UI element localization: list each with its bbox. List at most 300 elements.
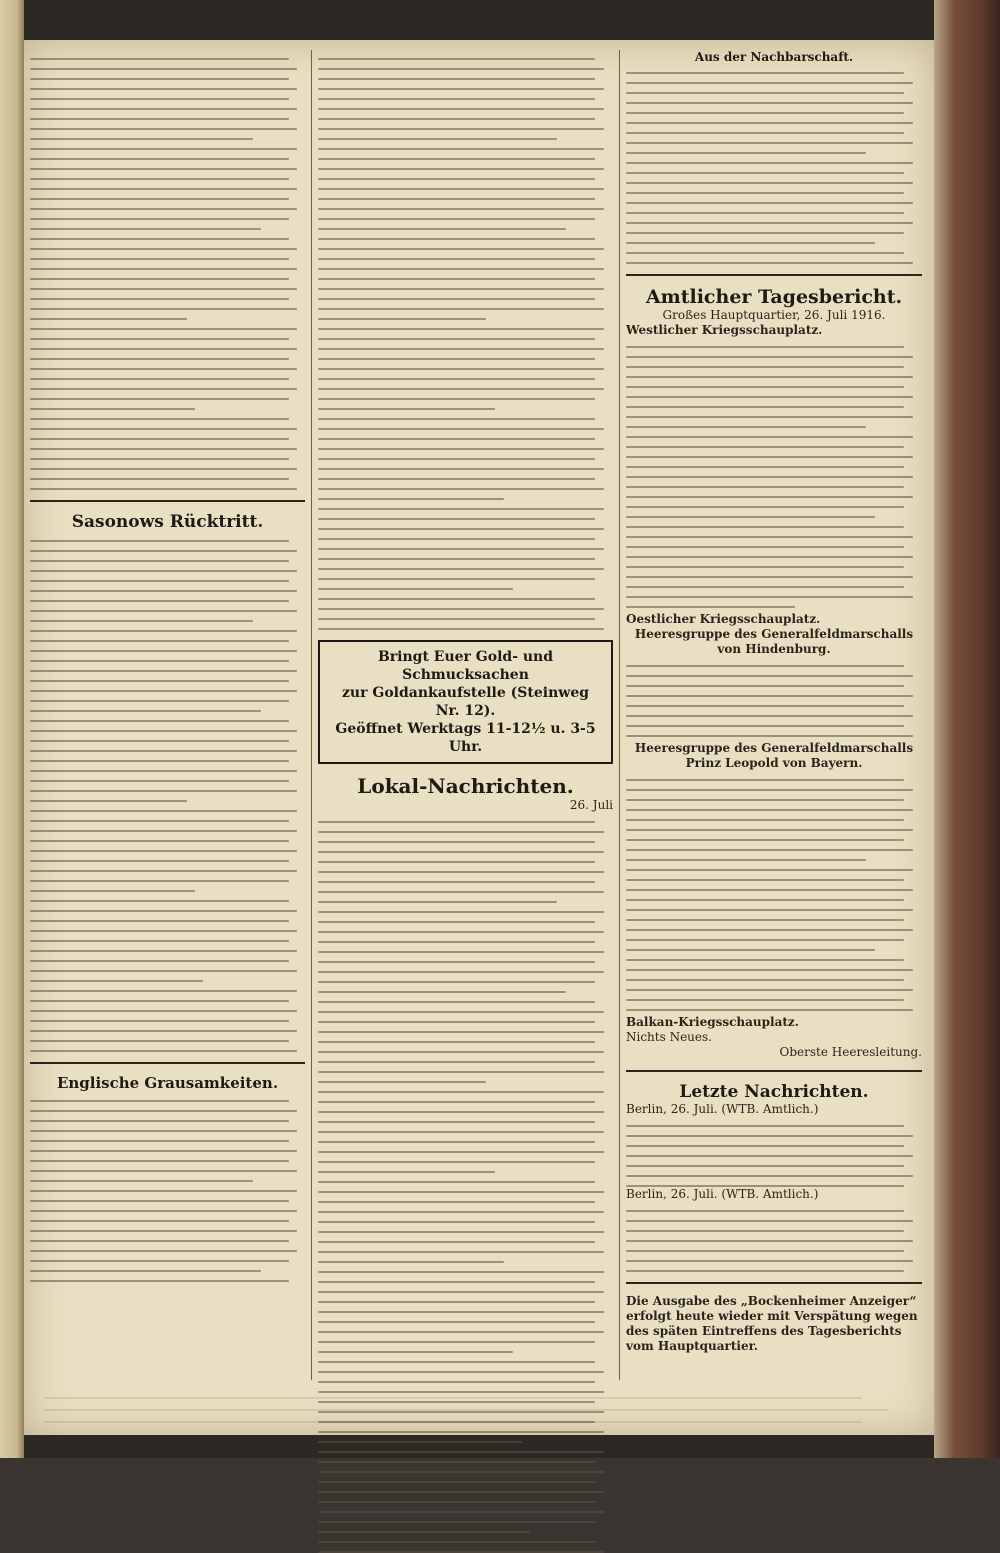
text-line bbox=[30, 1050, 297, 1052]
text-line bbox=[318, 1091, 604, 1093]
text-line bbox=[318, 1341, 595, 1343]
text-line bbox=[318, 1291, 604, 1293]
text-line bbox=[318, 208, 604, 210]
text-line bbox=[318, 588, 513, 590]
text-line bbox=[318, 1111, 604, 1113]
text-line bbox=[318, 88, 604, 90]
text-line bbox=[626, 1230, 904, 1232]
text-line bbox=[318, 1491, 604, 1493]
text-line bbox=[318, 628, 604, 630]
text-line bbox=[626, 182, 913, 184]
text-line bbox=[626, 879, 904, 881]
text-line bbox=[318, 328, 604, 330]
text-line bbox=[318, 1321, 595, 1323]
text-line bbox=[318, 871, 604, 873]
text-line bbox=[626, 142, 913, 144]
text-line bbox=[30, 138, 253, 140]
text-line bbox=[318, 128, 604, 130]
text-line bbox=[318, 408, 495, 410]
text-line bbox=[626, 506, 904, 508]
text-line bbox=[30, 620, 253, 622]
neighborhood-article bbox=[626, 72, 922, 264]
leopold-army-group: Heeresgruppe des Generalfeldmarschalls Prinz Leopold von Bayern. bbox=[634, 741, 914, 770]
text-line bbox=[30, 218, 289, 220]
text-line bbox=[318, 1151, 604, 1153]
column-rule bbox=[619, 50, 620, 1380]
text-line bbox=[30, 68, 297, 70]
text-line bbox=[626, 406, 904, 408]
text-line bbox=[318, 1261, 504, 1263]
text-line bbox=[318, 971, 604, 973]
text-line bbox=[318, 1311, 604, 1313]
text-line bbox=[30, 248, 297, 250]
text-line bbox=[626, 526, 904, 528]
text-line bbox=[318, 1061, 595, 1063]
text-line bbox=[626, 889, 913, 891]
text-line bbox=[30, 108, 297, 110]
text-line bbox=[30, 680, 289, 682]
text-line bbox=[626, 969, 913, 971]
text-line bbox=[318, 528, 604, 530]
text-line bbox=[318, 608, 604, 610]
text-line bbox=[30, 358, 289, 360]
text-line bbox=[318, 318, 486, 320]
text-line bbox=[318, 1521, 595, 1523]
text-line bbox=[30, 820, 289, 822]
text-line bbox=[30, 318, 187, 320]
text-line bbox=[30, 228, 261, 230]
text-line bbox=[30, 208, 297, 210]
text-line bbox=[30, 1030, 297, 1032]
local-news-article bbox=[318, 821, 613, 1553]
text-line bbox=[318, 1041, 595, 1043]
text-line bbox=[626, 426, 866, 428]
text-line bbox=[626, 102, 913, 104]
news-briefs bbox=[30, 58, 305, 490]
text-line bbox=[30, 660, 289, 662]
text-line bbox=[626, 446, 904, 448]
text-line bbox=[30, 118, 289, 120]
text-line bbox=[318, 1201, 595, 1203]
text-line bbox=[318, 278, 595, 280]
text-line bbox=[318, 228, 566, 230]
text-line bbox=[30, 88, 297, 90]
text-line bbox=[30, 760, 289, 762]
text-line bbox=[318, 108, 604, 110]
page-binding bbox=[0, 0, 24, 1458]
text-line bbox=[30, 448, 297, 450]
text-line bbox=[318, 468, 604, 470]
text-line bbox=[30, 570, 297, 572]
leopold-report bbox=[626, 779, 922, 1011]
hindenburg-army-group: Heeresgruppe des Generalfeldmarschalls von Hindenburg. bbox=[634, 627, 914, 656]
neighborhood-heading: Aus der Nachbarschaft. bbox=[694, 50, 854, 64]
text-line bbox=[30, 810, 297, 812]
text-line bbox=[626, 809, 913, 811]
text-line bbox=[30, 338, 289, 340]
western-front-heading: Westlicher Kriegsschauplatz. bbox=[626, 323, 823, 337]
text-line bbox=[626, 232, 904, 234]
text-line bbox=[626, 456, 913, 458]
text-line bbox=[318, 58, 595, 60]
text-line bbox=[626, 859, 866, 861]
text-line bbox=[626, 396, 913, 398]
text-line bbox=[30, 880, 289, 882]
text-line bbox=[30, 58, 289, 60]
text-line bbox=[30, 298, 289, 300]
text-line bbox=[626, 466, 904, 468]
text-line bbox=[30, 700, 289, 702]
text-line bbox=[626, 869, 913, 871]
latest-news-berlin-1 bbox=[626, 1125, 922, 1187]
text-line bbox=[318, 1511, 604, 1513]
text-line bbox=[626, 909, 913, 911]
text-line bbox=[318, 578, 595, 580]
text-line bbox=[30, 940, 289, 942]
text-line bbox=[318, 1221, 595, 1223]
text-line bbox=[626, 212, 904, 214]
cruelty-article-continued bbox=[318, 58, 613, 630]
section-divider bbox=[626, 1070, 922, 1072]
text-line bbox=[626, 989, 913, 991]
text-line bbox=[318, 158, 595, 160]
text-line bbox=[30, 740, 289, 742]
text-line bbox=[30, 258, 289, 260]
text-line bbox=[30, 198, 289, 200]
text-line bbox=[30, 850, 297, 852]
text-line bbox=[30, 970, 297, 972]
text-line bbox=[30, 920, 289, 922]
text-line bbox=[318, 78, 595, 80]
text-line bbox=[626, 596, 913, 598]
text-line bbox=[318, 1331, 604, 1333]
text-line bbox=[318, 308, 604, 310]
text-line bbox=[318, 1441, 522, 1443]
text-line bbox=[626, 72, 904, 74]
supreme-command-signature: Oberste Heeresleitung. bbox=[779, 1045, 922, 1059]
text-line bbox=[30, 650, 297, 652]
text-line bbox=[30, 328, 297, 330]
text-line bbox=[626, 366, 904, 368]
text-line bbox=[318, 398, 595, 400]
text-line bbox=[318, 98, 595, 100]
text-line bbox=[318, 1011, 604, 1013]
text-line bbox=[626, 789, 913, 791]
text-line bbox=[626, 779, 904, 781]
text-line bbox=[318, 258, 595, 260]
text-line bbox=[30, 168, 297, 170]
text-line bbox=[626, 192, 904, 194]
text-line bbox=[318, 118, 595, 120]
column-3 bbox=[626, 50, 922, 1380]
text-line bbox=[318, 388, 604, 390]
text-line bbox=[318, 68, 604, 70]
text-line bbox=[318, 1031, 604, 1033]
text-line bbox=[30, 960, 289, 962]
text-line bbox=[318, 1121, 595, 1123]
book-edge bbox=[934, 0, 1000, 1458]
english-cruelty-article bbox=[30, 1100, 305, 1282]
text-line bbox=[30, 1190, 297, 1192]
text-line bbox=[626, 939, 904, 941]
text-line bbox=[626, 675, 913, 677]
text-line bbox=[318, 1371, 604, 1373]
text-line bbox=[30, 278, 289, 280]
text-line bbox=[626, 959, 904, 961]
text-line bbox=[30, 288, 297, 290]
text-line bbox=[30, 910, 297, 912]
text-line bbox=[626, 346, 904, 348]
section-divider bbox=[30, 500, 305, 502]
text-line bbox=[30, 1130, 297, 1132]
text-line bbox=[626, 1210, 904, 1212]
text-line bbox=[30, 930, 297, 932]
text-line bbox=[318, 288, 604, 290]
text-line bbox=[30, 630, 297, 632]
text-line bbox=[30, 488, 297, 490]
text-line bbox=[626, 122, 913, 124]
text-line bbox=[318, 1051, 604, 1053]
text-line bbox=[626, 1260, 913, 1262]
hindenburg-report bbox=[626, 665, 922, 737]
latest-news-berlin-1-dateline: Berlin, 26. Juli. (WTB. Amtlich.) bbox=[626, 1102, 819, 1116]
text-line bbox=[318, 861, 595, 863]
text-line bbox=[30, 1140, 289, 1142]
text-line bbox=[318, 508, 604, 510]
text-line bbox=[30, 1150, 297, 1152]
text-line bbox=[30, 238, 289, 240]
text-line bbox=[30, 800, 187, 802]
sasonow-heading: Sasonows Rücktritt. bbox=[71, 512, 264, 532]
text-line bbox=[626, 999, 904, 1001]
text-line bbox=[30, 980, 203, 982]
text-line bbox=[30, 640, 289, 642]
column-2 bbox=[318, 50, 613, 1380]
text-line bbox=[318, 598, 595, 600]
text-line bbox=[318, 1471, 604, 1473]
text-line bbox=[30, 348, 297, 350]
text-line bbox=[626, 132, 904, 134]
text-line bbox=[318, 548, 604, 550]
text-line bbox=[30, 1220, 289, 1222]
newspaper-page bbox=[24, 40, 934, 1435]
text-line bbox=[318, 901, 557, 903]
text-line bbox=[318, 198, 595, 200]
text-line bbox=[30, 610, 297, 612]
text-line bbox=[318, 1501, 595, 1503]
text-line bbox=[318, 1231, 604, 1233]
text-line bbox=[626, 606, 795, 608]
text-line bbox=[318, 1281, 595, 1283]
text-line bbox=[30, 540, 289, 542]
text-line bbox=[30, 408, 195, 410]
text-line bbox=[30, 128, 297, 130]
text-line bbox=[318, 1171, 495, 1173]
balkan-front-heading: Balkan-Kriegsschauplatz. bbox=[626, 1015, 799, 1029]
faded-footer-text bbox=[44, 1387, 914, 1427]
text-line bbox=[30, 158, 289, 160]
text-line bbox=[44, 1421, 862, 1423]
western-front-report bbox=[626, 346, 922, 608]
text-line bbox=[626, 566, 904, 568]
text-line bbox=[30, 900, 289, 902]
text-line bbox=[626, 162, 913, 164]
text-line bbox=[30, 560, 289, 562]
text-line bbox=[318, 1001, 595, 1003]
text-line bbox=[30, 368, 297, 370]
text-line bbox=[30, 1170, 297, 1172]
gold-purchase-advertisement bbox=[318, 640, 613, 764]
text-line bbox=[626, 819, 904, 821]
text-line bbox=[318, 218, 595, 220]
text-line bbox=[30, 690, 297, 692]
local-news-heading: Lokal-Nachrichten. bbox=[357, 774, 574, 798]
text-line bbox=[318, 841, 595, 843]
text-line bbox=[318, 1431, 604, 1433]
text-line bbox=[318, 1191, 604, 1193]
section-divider bbox=[30, 1062, 305, 1064]
text-line bbox=[30, 268, 297, 270]
text-line bbox=[318, 1251, 604, 1253]
text-line bbox=[626, 222, 913, 224]
text-line bbox=[30, 438, 289, 440]
text-line bbox=[626, 1165, 904, 1167]
text-line bbox=[318, 268, 604, 270]
text-line bbox=[626, 202, 913, 204]
text-line bbox=[318, 931, 604, 933]
text-line bbox=[626, 92, 904, 94]
text-line bbox=[318, 961, 595, 963]
text-line bbox=[30, 388, 297, 390]
text-line bbox=[626, 1175, 913, 1177]
text-line bbox=[30, 1280, 289, 1282]
text-line bbox=[318, 488, 604, 490]
text-line bbox=[318, 438, 595, 440]
text-line bbox=[30, 1260, 289, 1262]
text-line bbox=[30, 840, 289, 842]
text-line bbox=[318, 1211, 604, 1213]
text-line bbox=[318, 428, 604, 430]
text-line bbox=[318, 298, 595, 300]
text-line bbox=[626, 725, 904, 727]
text-line bbox=[30, 458, 289, 460]
text-line bbox=[318, 418, 595, 420]
text-line bbox=[30, 1240, 289, 1242]
text-line bbox=[44, 1397, 862, 1399]
text-line bbox=[318, 831, 604, 833]
text-line bbox=[30, 770, 297, 772]
text-line bbox=[626, 386, 904, 388]
text-line bbox=[626, 152, 866, 154]
text-line bbox=[318, 558, 595, 560]
text-line bbox=[626, 949, 875, 951]
text-line bbox=[626, 576, 913, 578]
text-line bbox=[30, 830, 297, 832]
text-line bbox=[626, 496, 913, 498]
text-line bbox=[626, 685, 904, 687]
text-line bbox=[318, 1531, 530, 1533]
text-line bbox=[30, 1210, 297, 1212]
text-line bbox=[30, 1120, 289, 1122]
text-line bbox=[30, 890, 195, 892]
text-line bbox=[626, 849, 913, 851]
text-line bbox=[626, 1135, 913, 1137]
text-line bbox=[318, 148, 604, 150]
text-line bbox=[626, 1220, 913, 1222]
text-line bbox=[626, 436, 913, 438]
text-line bbox=[626, 252, 904, 254]
ad-line-3: Geöffnet Werktags 11-12½ u. 3-5 Uhr. bbox=[335, 721, 596, 755]
text-line bbox=[626, 829, 913, 831]
text-line bbox=[626, 899, 904, 901]
text-line bbox=[318, 348, 604, 350]
text-line bbox=[626, 1240, 913, 1242]
text-line bbox=[30, 478, 289, 480]
text-line bbox=[626, 799, 904, 801]
text-line bbox=[318, 368, 604, 370]
text-line bbox=[30, 1250, 297, 1252]
sasonow-article bbox=[30, 540, 305, 1052]
text-line bbox=[318, 1101, 595, 1103]
text-line bbox=[318, 568, 604, 570]
text-line bbox=[30, 1110, 297, 1112]
text-line bbox=[30, 670, 297, 672]
text-line bbox=[318, 498, 504, 500]
text-line bbox=[318, 458, 595, 460]
text-line bbox=[30, 1200, 289, 1202]
text-line bbox=[30, 308, 297, 310]
text-line bbox=[30, 98, 289, 100]
late-edition-notice: Die Ausgabe des „Bockenheimer Anzeiger“ erfolgt heute wieder mit Verspätung wegen des späten Eintreffens des Tagesberichts vom Hauptquartier. bbox=[626, 1294, 918, 1353]
text-line bbox=[318, 1381, 595, 1383]
text-line bbox=[318, 238, 595, 240]
text-line bbox=[30, 780, 289, 782]
text-line bbox=[626, 376, 913, 378]
text-line bbox=[30, 428, 297, 430]
text-line bbox=[30, 378, 289, 380]
text-line bbox=[30, 1020, 289, 1022]
text-line bbox=[318, 1241, 595, 1243]
text-line bbox=[30, 550, 297, 552]
official-report-dateline: Großes Hauptquartier, 26. Juli 1916. bbox=[662, 308, 886, 322]
text-line bbox=[30, 1100, 289, 1102]
text-line bbox=[30, 1270, 261, 1272]
english-cruelty-heading: Englische Grausamkeiten. bbox=[56, 1074, 279, 1092]
text-line bbox=[30, 730, 297, 732]
text-line bbox=[626, 979, 904, 981]
text-line bbox=[318, 178, 595, 180]
text-line bbox=[626, 1250, 904, 1252]
text-line bbox=[44, 1409, 888, 1411]
text-line bbox=[318, 1301, 595, 1303]
text-line bbox=[318, 1021, 595, 1023]
text-line bbox=[626, 1185, 904, 1187]
text-line bbox=[318, 911, 604, 913]
ad-line-2: zur Goldankaufstelle (Steinweg Nr. 12). bbox=[341, 685, 590, 719]
text-line bbox=[626, 416, 913, 418]
latest-news-heading: Letzte Nachrichten. bbox=[679, 1082, 869, 1102]
text-line bbox=[318, 1071, 604, 1073]
text-line bbox=[626, 665, 904, 667]
text-line bbox=[30, 580, 289, 582]
official-report-heading: Amtlicher Tagesbericht. bbox=[645, 286, 903, 308]
text-line bbox=[626, 242, 875, 244]
text-line bbox=[318, 1481, 595, 1483]
text-line bbox=[626, 1155, 913, 1157]
text-line bbox=[30, 178, 289, 180]
section-divider bbox=[626, 274, 922, 276]
text-line bbox=[30, 148, 297, 150]
